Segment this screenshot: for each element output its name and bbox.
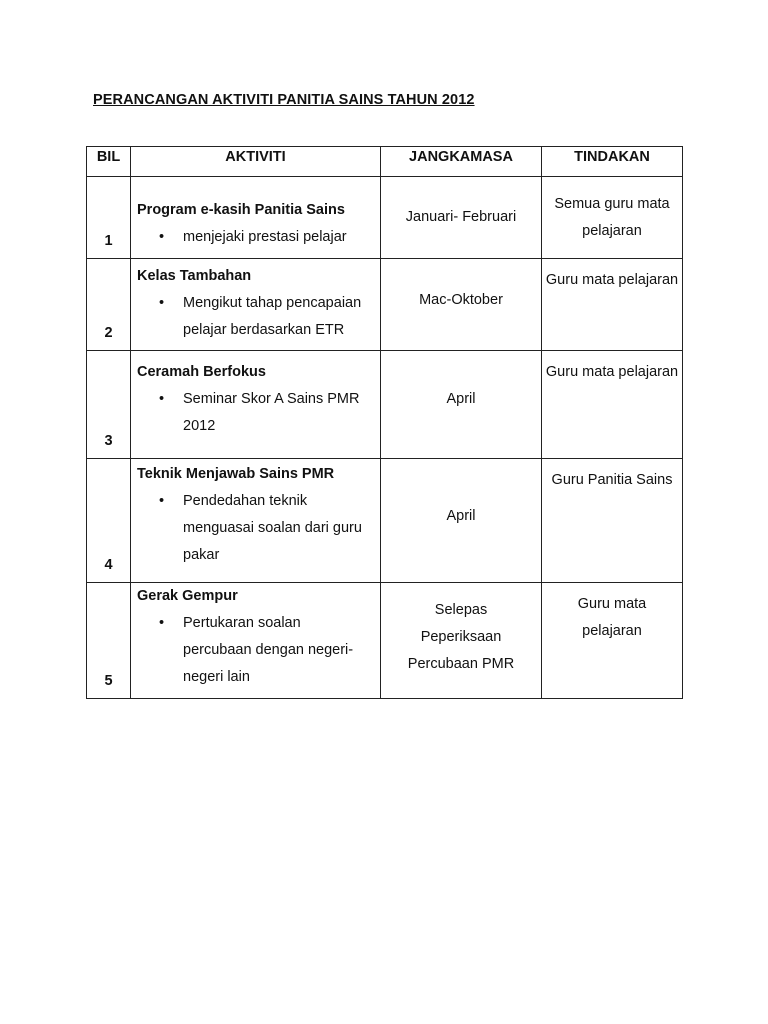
activity-bullets [137, 290, 374, 344]
row-number: 4 [87, 459, 131, 583]
tindakan-cell: Guru Panitia Sains [542, 459, 683, 583]
table-row [87, 459, 683, 583]
jangkamasa-cell: Januari- Februari [381, 177, 542, 259]
tindakan-cell: Guru mata pelajaran [542, 259, 683, 351]
activity-bullet: • menjejaki prestasi pelajar [183, 224, 374, 251]
activity-cell [131, 177, 381, 259]
activity-bullets [137, 224, 374, 251]
tindakan-cell: Guru mata pelajaran [542, 583, 683, 699]
activity-bullets [137, 610, 374, 691]
tindakan-cell: Semua guru mata pelajaran [542, 177, 683, 259]
activity-cell [131, 459, 381, 583]
table-row [87, 351, 683, 459]
jangkamasa-cell: April [381, 459, 542, 583]
table-header-row [87, 147, 683, 177]
activity-bullet: • Pendedahan teknik menguasai soalan dari guru pakar [183, 488, 374, 569]
activity-title: Gerak Gempur [137, 588, 238, 604]
activity-cell [131, 259, 381, 351]
tindakan-cell: Guru mata pelajaran [542, 351, 683, 459]
page-title: PERANCANGAN AKTIVITI PANITIA SAINS TAHUN 2012 [93, 92, 475, 108]
table-row [87, 259, 683, 351]
activity-cell [131, 583, 381, 699]
activity-bullet: • Mengikut tahap pencapaian pelajar berdasarkan ETR [183, 290, 374, 344]
activity-cell [131, 351, 381, 459]
activity-table [86, 146, 683, 699]
row-number: 1 [87, 177, 131, 259]
header-aktiviti: AKTIVITI [131, 147, 381, 177]
header-jangkamasa: JANGKAMASA [381, 147, 542, 177]
row-number: 2 [87, 259, 131, 351]
activity-bullets [137, 386, 374, 440]
activity-bullets [137, 488, 374, 569]
header-tindakan: TINDAKAN [542, 147, 683, 177]
header-bil: BIL [87, 147, 131, 177]
jangkamasa-cell: Selepas Peperiksaan Percubaan PMR [381, 583, 542, 699]
jangkamasa-cell: April [381, 351, 542, 459]
activity-title: Ceramah Berfokus [137, 364, 266, 380]
row-number: 5 [87, 583, 131, 699]
activity-bullet: • Pertukaran soalan percubaan dengan negeri-negeri lain [183, 610, 374, 691]
activity-title: Program e-kasih Panitia Sains [137, 202, 345, 218]
row-number: 3 [87, 351, 131, 459]
jangkamasa-cell: Mac-Oktober [381, 259, 542, 351]
activity-bullet: • Seminar Skor A Sains PMR 2012 [183, 386, 374, 440]
table-row [87, 177, 683, 259]
table-row [87, 583, 683, 699]
activity-title: Kelas Tambahan [137, 268, 252, 284]
activity-title: Teknik Menjawab Sains PMR [137, 466, 335, 482]
